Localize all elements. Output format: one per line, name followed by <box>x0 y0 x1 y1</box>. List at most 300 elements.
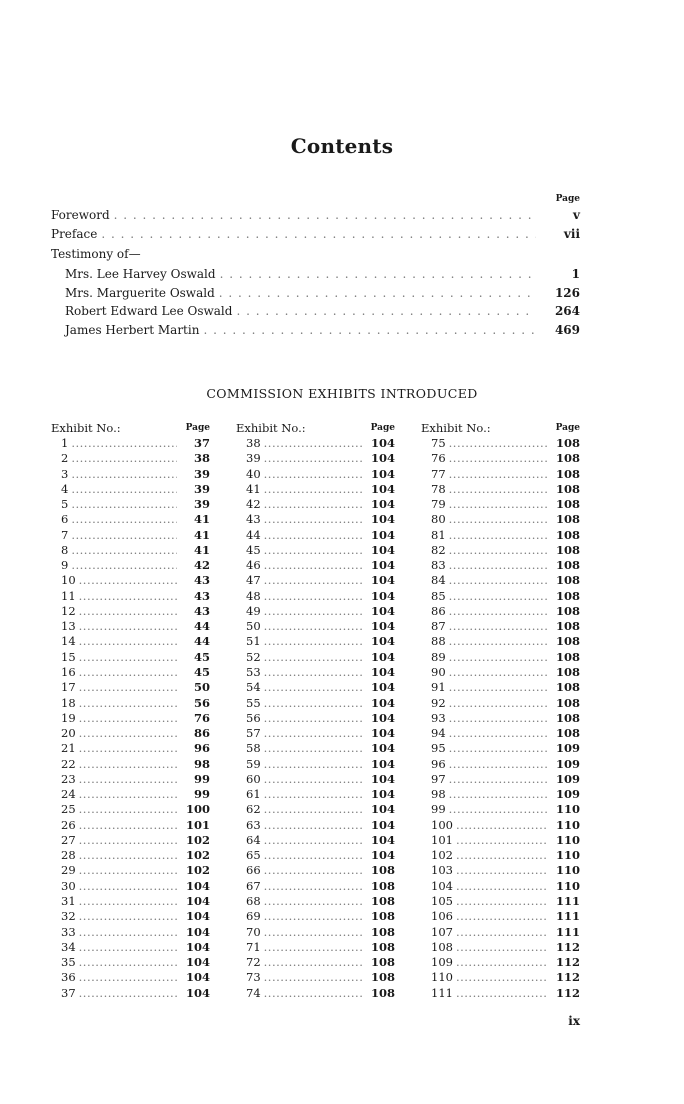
contents-entry <box>51 302 580 321</box>
leader-dots <box>79 940 177 955</box>
exhibit-page: 104 <box>370 771 395 786</box>
leader-dots <box>449 467 547 482</box>
exhibit-row <box>236 925 395 940</box>
exhibit-row <box>51 741 210 756</box>
exhibit-page: 104 <box>370 558 395 573</box>
exhibit-page: 104 <box>185 878 210 893</box>
contents-entry-label: Testimony of— <box>51 247 141 261</box>
exhibit-number: 86 <box>431 603 446 618</box>
leader-dots <box>79 802 177 817</box>
exhibit-page: 98 <box>193 756 210 771</box>
exhibit-number: 51 <box>246 634 261 649</box>
exhibit-page: 108 <box>370 893 395 908</box>
exhibit-number: 78 <box>431 481 446 496</box>
leader-dots <box>449 757 547 772</box>
exhibit-number: 30 <box>61 878 76 893</box>
exhibit-page: 99 <box>193 771 210 786</box>
leader-dots <box>264 863 362 878</box>
exhibit-row <box>51 787 210 802</box>
exhibit-page: 108 <box>370 939 395 954</box>
exhibit-page: 108 <box>555 695 580 710</box>
page-title: Contents <box>290 134 394 158</box>
exhibit-row <box>51 436 210 451</box>
exhibit-row <box>51 940 210 955</box>
leader-dots <box>264 940 362 955</box>
leader-dots <box>264 802 362 817</box>
exhibit-page: 112 <box>555 985 580 1000</box>
exhibit-page: 104 <box>370 741 395 756</box>
exhibit-row <box>236 497 395 512</box>
exhibit-number: 57 <box>246 726 261 741</box>
leader-dots <box>79 726 177 741</box>
leader-dots <box>264 497 362 512</box>
contents-entry <box>51 265 580 284</box>
exhibit-number: 44 <box>246 527 261 542</box>
exhibits-column <box>51 420 210 1001</box>
exhibit-page: 50 <box>193 680 210 695</box>
leader-dots <box>264 543 362 558</box>
leader-dots <box>264 650 362 665</box>
exhibit-row <box>236 711 395 726</box>
exhibit-page: 39 <box>193 497 210 512</box>
exhibit-page: 104 <box>370 817 395 832</box>
exhibit-number: 100 <box>431 817 453 832</box>
exhibit-page: 104 <box>370 787 395 802</box>
leader-dots <box>456 925 547 940</box>
exhibit-number: 66 <box>246 863 261 878</box>
exhibit-number: 28 <box>61 848 76 863</box>
exhibits-section-title: COMMISSION EXHIBITS INTRODUCED <box>206 386 478 401</box>
leader-dots <box>264 482 362 497</box>
exhibit-row <box>51 894 210 909</box>
exhibit-page: 108 <box>370 985 395 1000</box>
leader-dots <box>456 879 547 894</box>
exhibit-row <box>421 680 580 695</box>
leader-dots <box>79 573 177 588</box>
exhibit-row <box>236 650 395 665</box>
leader-dots <box>203 321 536 340</box>
leader-dots <box>449 512 547 527</box>
exhibit-page: 104 <box>185 955 210 970</box>
exhibit-number: 107 <box>431 924 453 939</box>
leader-dots <box>79 696 177 711</box>
exhibit-number: 38 <box>246 436 261 450</box>
exhibit-row <box>421 848 580 863</box>
exhibit-row <box>421 467 580 482</box>
exhibit-row <box>51 757 210 772</box>
exhibit-number: 32 <box>61 909 76 924</box>
leader-dots <box>456 986 547 1001</box>
leader-dots <box>264 589 362 604</box>
exhibit-row <box>421 909 580 924</box>
exhibit-row <box>51 634 210 649</box>
exhibit-row <box>236 757 395 772</box>
exhibit-row <box>421 558 580 573</box>
exhibit-number: 5 <box>61 497 69 512</box>
exhibit-row <box>236 543 395 558</box>
exhibit-number: 13 <box>61 619 76 634</box>
leader-dots <box>71 558 177 573</box>
exhibit-number: 46 <box>246 558 261 573</box>
leader-dots <box>264 741 362 756</box>
exhibits-column-header <box>421 420 580 436</box>
contents-entry-page: 1 <box>571 267 580 281</box>
leader-dots <box>71 467 177 482</box>
exhibit-page: 102 <box>185 832 210 847</box>
leader-dots <box>264 726 362 741</box>
exhibit-row <box>421 772 580 787</box>
exhibit-number: 59 <box>246 756 261 771</box>
exhibit-page: 104 <box>370 588 395 603</box>
contents-entry-label: Robert Edward Lee Oswald <box>65 304 233 318</box>
exhibit-page: 104 <box>185 970 210 985</box>
exhibit-number: 103 <box>431 863 453 878</box>
leader-dots <box>79 650 177 665</box>
leader-dots <box>71 482 177 497</box>
exhibit-number: 109 <box>431 955 453 970</box>
exhibit-page: 108 <box>370 909 395 924</box>
exhibit-row <box>51 726 210 741</box>
exhibit-page: 108 <box>555 527 580 542</box>
exhibit-row <box>421 451 580 466</box>
leader-dots <box>264 986 362 1001</box>
exhibit-number: 104 <box>431 878 453 893</box>
exhibit-page: 104 <box>370 756 395 771</box>
exhibit-page: 104 <box>370 436 395 450</box>
exhibit-number: 83 <box>431 558 446 573</box>
exhibit-number: 26 <box>61 817 76 832</box>
leader-dots <box>449 696 547 711</box>
exhibit-page: 109 <box>555 771 580 786</box>
exhibit-number: 88 <box>431 634 446 649</box>
exhibit-page: 108 <box>555 436 580 450</box>
leader-dots <box>264 528 362 543</box>
exhibit-row <box>51 909 210 924</box>
exhibit-number: 87 <box>431 619 446 634</box>
contents-entry-label: James Herbert Martin <box>65 322 200 337</box>
exhibit-number: 101 <box>431 832 453 847</box>
exhibit-row <box>236 986 395 1001</box>
exhibit-row <box>236 894 395 909</box>
exhibit-row <box>236 940 395 955</box>
exhibit-number: 96 <box>431 756 446 771</box>
exhibit-row <box>421 757 580 772</box>
exhibit-number-header: Exhibit No.: <box>421 421 491 435</box>
leader-dots <box>79 604 177 619</box>
leader-dots <box>79 894 177 909</box>
leader-dots <box>79 925 177 940</box>
exhibit-page: 102 <box>185 848 210 863</box>
leader-dots <box>79 833 177 848</box>
exhibit-number: 14 <box>61 634 76 649</box>
leader-dots <box>264 848 362 863</box>
exhibit-row <box>236 833 395 848</box>
exhibit-number: 1 <box>61 436 69 450</box>
exhibit-number: 81 <box>431 527 446 542</box>
exhibit-page: 104 <box>370 481 395 496</box>
contents-entry <box>51 206 580 225</box>
leader-dots <box>264 665 362 680</box>
leader-dots <box>449 650 547 665</box>
exhibit-page: 42 <box>193 558 210 573</box>
exhibit-page: 76 <box>193 710 210 725</box>
exhibit-page: 111 <box>555 893 580 908</box>
exhibit-page: 45 <box>193 649 210 664</box>
contents-entry-page: v <box>573 208 580 222</box>
leader-dots <box>449 787 547 802</box>
exhibit-number: 74 <box>246 985 261 1000</box>
leader-dots <box>79 970 177 985</box>
exhibit-row <box>51 925 210 940</box>
exhibit-number: 25 <box>61 802 76 817</box>
exhibit-number: 48 <box>246 588 261 603</box>
exhibit-page: 108 <box>370 955 395 970</box>
exhibit-number: 56 <box>246 710 261 725</box>
exhibit-row <box>236 970 395 985</box>
exhibit-number: 36 <box>61 970 76 985</box>
exhibit-number: 58 <box>246 741 261 756</box>
exhibit-page: 104 <box>370 726 395 741</box>
leader-dots <box>79 955 177 970</box>
exhibit-page: 43 <box>193 573 210 588</box>
exhibit-row <box>51 467 210 482</box>
leader-dots <box>220 265 536 284</box>
exhibit-row <box>51 879 210 894</box>
contents-entry <box>51 321 580 340</box>
exhibit-row <box>51 482 210 497</box>
exhibit-page: 86 <box>193 726 210 741</box>
exhibit-row <box>51 848 210 863</box>
exhibit-page: 104 <box>185 985 210 1000</box>
exhibit-page: 109 <box>555 787 580 802</box>
exhibit-page: 104 <box>185 924 210 939</box>
leader-dots <box>236 302 536 321</box>
exhibit-page: 104 <box>370 497 395 512</box>
exhibit-page: 108 <box>370 924 395 939</box>
exhibit-number: 20 <box>61 726 76 741</box>
leader-dots <box>219 284 536 303</box>
exhibit-number: 97 <box>431 771 446 786</box>
exhibit-page: 104 <box>370 542 395 557</box>
exhibit-row <box>421 894 580 909</box>
exhibit-number: 53 <box>246 664 261 679</box>
exhibit-number: 10 <box>61 573 76 588</box>
exhibit-row <box>51 589 210 604</box>
exhibit-number: 94 <box>431 726 446 741</box>
exhibit-row <box>421 955 580 970</box>
contents-entry <box>51 284 580 303</box>
leader-dots <box>449 436 547 451</box>
leader-dots <box>456 833 547 848</box>
exhibit-row <box>51 619 210 634</box>
leader-dots <box>449 451 547 466</box>
exhibit-row <box>236 818 395 833</box>
leader-dots <box>449 558 547 573</box>
exhibit-row <box>236 787 395 802</box>
exhibit-row <box>421 787 580 802</box>
exhibit-row <box>236 451 395 466</box>
leader-dots <box>449 711 547 726</box>
exhibit-number: 73 <box>246 970 261 985</box>
exhibit-page: 108 <box>555 573 580 588</box>
exhibit-page: 104 <box>370 603 395 618</box>
exhibit-page: 108 <box>370 863 395 878</box>
leader-dots <box>264 573 362 588</box>
exhibit-row <box>51 863 210 878</box>
leader-dots <box>449 680 547 695</box>
exhibit-page: 44 <box>193 634 210 649</box>
exhibit-number: 9 <box>61 558 69 573</box>
exhibit-page: 43 <box>193 603 210 618</box>
exhibit-row <box>421 528 580 543</box>
exhibit-number: 93 <box>431 710 446 725</box>
exhibit-number: 31 <box>61 893 76 908</box>
exhibit-row <box>421 482 580 497</box>
leader-dots <box>264 925 362 940</box>
exhibit-page: 108 <box>555 603 580 618</box>
exhibit-page: 111 <box>555 909 580 924</box>
exhibit-row <box>421 863 580 878</box>
exhibit-row <box>51 512 210 527</box>
leader-dots <box>264 909 362 924</box>
exhibit-number: 39 <box>246 451 261 466</box>
leader-dots <box>264 711 362 726</box>
exhibit-page: 108 <box>555 497 580 512</box>
exhibit-row <box>51 986 210 1001</box>
exhibit-page: 104 <box>370 695 395 710</box>
exhibit-number: 99 <box>431 802 446 817</box>
exhibit-number: 106 <box>431 909 453 924</box>
exhibit-row <box>421 970 580 985</box>
exhibit-number: 85 <box>431 588 446 603</box>
exhibit-row <box>236 802 395 817</box>
leader-dots <box>449 482 547 497</box>
contents-entry <box>51 243 580 265</box>
exhibit-row <box>236 772 395 787</box>
leader-dots <box>71 512 177 527</box>
exhibit-page: 108 <box>370 970 395 985</box>
leader-dots <box>449 497 547 512</box>
exhibit-number: 82 <box>431 542 446 557</box>
exhibit-number: 102 <box>431 848 453 863</box>
leader-dots <box>449 604 547 619</box>
exhibit-row <box>236 863 395 878</box>
leader-dots <box>79 986 177 1001</box>
exhibit-number: 6 <box>61 512 69 527</box>
exhibits-column-header <box>236 420 395 436</box>
leader-dots <box>449 619 547 634</box>
exhibit-number: 11 <box>61 588 76 603</box>
exhibit-page: 108 <box>370 878 395 893</box>
leader-dots <box>71 543 177 558</box>
contents-entry-label: Preface <box>51 226 98 241</box>
exhibit-number: 68 <box>246 893 261 908</box>
contents-entry-label: Mrs. Marguerite Oswald <box>65 285 215 300</box>
leader-dots <box>264 879 362 894</box>
exhibit-page: 112 <box>555 955 580 970</box>
exhibit-page: 104 <box>370 512 395 527</box>
exhibit-number: 24 <box>61 787 76 802</box>
leader-dots <box>449 726 547 741</box>
exhibit-row <box>51 665 210 680</box>
exhibit-number: 22 <box>61 756 76 771</box>
exhibit-number: 16 <box>61 664 76 679</box>
leader-dots <box>264 818 362 833</box>
exhibit-number: 41 <box>246 481 261 496</box>
exhibit-row <box>421 665 580 680</box>
leader-dots <box>79 879 177 894</box>
exhibit-number: 4 <box>61 481 69 496</box>
exhibit-number: 75 <box>431 436 446 450</box>
exhibit-row <box>51 604 210 619</box>
exhibit-row <box>236 879 395 894</box>
exhibit-row <box>421 986 580 1001</box>
exhibit-page: 108 <box>555 664 580 679</box>
exhibit-number: 19 <box>61 710 76 725</box>
exhibit-row <box>421 726 580 741</box>
exhibit-number: 21 <box>61 741 76 756</box>
exhibit-page: 110 <box>555 863 580 878</box>
leader-dots <box>264 512 362 527</box>
exhibit-row <box>236 680 395 695</box>
exhibit-number: 37 <box>61 985 76 1000</box>
leader-dots <box>71 528 177 543</box>
exhibit-page: 102 <box>185 863 210 878</box>
exhibit-row <box>421 634 580 649</box>
exhibit-row <box>51 680 210 695</box>
exhibit-number: 29 <box>61 863 76 878</box>
exhibit-page: 108 <box>555 588 580 603</box>
exhibit-number: 55 <box>246 695 261 710</box>
exhibit-number: 42 <box>246 497 261 512</box>
leader-dots <box>264 680 362 695</box>
leader-dots <box>114 206 536 225</box>
exhibit-page-header: Page <box>555 423 580 433</box>
leader-dots <box>79 787 177 802</box>
exhibit-number: 67 <box>246 878 261 893</box>
leader-dots <box>264 833 362 848</box>
contents-entry-label: Foreword <box>51 208 110 222</box>
leader-dots <box>79 772 177 787</box>
exhibit-number: 8 <box>61 542 69 557</box>
exhibit-number: 111 <box>431 985 453 1000</box>
exhibit-number-header: Exhibit No.: <box>51 421 121 435</box>
leader-dots <box>264 894 362 909</box>
exhibit-page: 108 <box>555 634 580 649</box>
leader-dots <box>264 467 362 482</box>
exhibit-page: 110 <box>555 802 580 817</box>
exhibit-number: 89 <box>431 649 446 664</box>
leader-dots <box>79 619 177 634</box>
exhibit-page: 104 <box>370 848 395 863</box>
exhibit-row <box>236 741 395 756</box>
exhibit-page: 41 <box>193 512 210 527</box>
exhibit-page: 41 <box>193 527 210 542</box>
exhibit-page: 108 <box>555 542 580 557</box>
exhibit-page: 39 <box>193 466 210 481</box>
exhibits-column-header <box>51 420 210 436</box>
exhibit-number: 110 <box>431 970 453 985</box>
exhibit-row <box>236 726 395 741</box>
exhibit-page: 44 <box>193 619 210 634</box>
exhibit-number: 34 <box>61 939 76 954</box>
exhibit-page: 108 <box>555 481 580 496</box>
exhibit-row <box>236 909 395 924</box>
exhibit-page: 104 <box>370 710 395 725</box>
exhibit-row <box>236 696 395 711</box>
exhibit-page: 104 <box>370 619 395 634</box>
exhibit-page: 110 <box>555 878 580 893</box>
